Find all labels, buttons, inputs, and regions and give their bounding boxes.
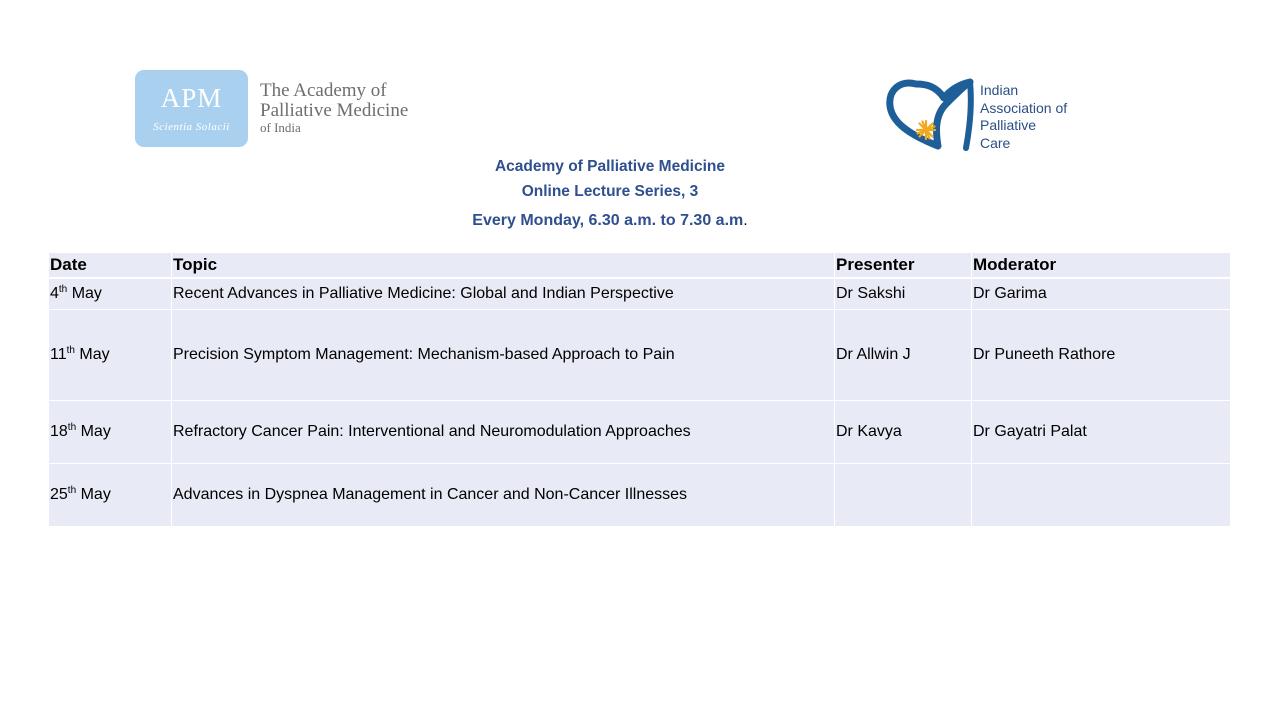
moderator-cell	[972, 464, 1230, 527]
presenter-cell: Dr Allwin J	[835, 310, 972, 401]
heart-with-flower-icon	[886, 76, 978, 154]
title-line2: Online Lecture Series, 3	[521, 183, 699, 200]
table-row	[49, 401, 1230, 464]
date-day: 11	[50, 346, 67, 363]
moderator-cell: Dr Puneeth Rathore	[972, 310, 1230, 401]
apm-abbreviation: APM	[160, 83, 223, 113]
lecture-schedule-table	[49, 253, 1230, 527]
presenter-cell: Dr Sakshi	[835, 279, 972, 310]
header-topic: Topic	[172, 253, 835, 279]
schedule-period: .	[743, 212, 748, 229]
topic-cell: Recent Advances in Palliative Medicine: Global and Indian Perspective	[172, 279, 835, 310]
date-cell	[49, 310, 172, 401]
iapc-name-line3: Palliative	[980, 117, 1037, 133]
apm-logo-badge	[135, 70, 248, 147]
apm-motto: Scientia Solacii	[153, 121, 230, 133]
date-suffix: th	[58, 284, 68, 295]
topic-cell: Precision Symptom Management: Mechanism-based Approach to Pain	[172, 310, 835, 401]
table-row	[49, 310, 1230, 401]
date-suffix: th	[66, 345, 75, 356]
apm-name-line2: Palliative Medicine	[260, 100, 409, 121]
moderator-cell: Dr Gayatri Palat	[972, 401, 1230, 464]
date-cell	[49, 401, 172, 464]
date-suffix: th	[67, 485, 77, 496]
topic-cell: Refractory Cancer Pain: Interventional and Neuromodulation Approaches	[172, 401, 835, 464]
header-moderator: Moderator	[972, 253, 1230, 279]
iapc-name-line4: Care	[980, 134, 1011, 151]
apm-name-line3: of India	[260, 120, 301, 135]
header-date: Date	[49, 253, 172, 279]
iapc-name	[980, 82, 1067, 152]
moderator-cell: Dr Garima	[972, 279, 1230, 310]
date-cell	[49, 464, 172, 527]
date-month: May	[79, 346, 110, 363]
date-cell	[49, 279, 172, 310]
apm-name-line1: The Academy of	[260, 80, 387, 101]
iapc-name-line1: Indian	[980, 82, 1019, 98]
date-month: May	[80, 423, 111, 440]
apm-name	[260, 81, 408, 135]
table-row	[49, 279, 1230, 310]
date-day: 18	[50, 423, 68, 440]
topic-cell: Advances in Dyspnea Management in Cancer and Non-Cancer Illnesses	[172, 464, 835, 527]
date-day: 4	[50, 285, 59, 302]
schedule-text: Every Monday, 6.30 a.m. to 7.30 a.m	[472, 212, 744, 229]
date-month: May	[71, 285, 102, 302]
title-line1: Academy of Palliative Medicine	[494, 158, 725, 175]
iapc-name-line2: Association of	[980, 99, 1068, 116]
table-header-row	[49, 253, 1230, 279]
header-presenter: Presenter	[835, 253, 972, 279]
schedule-line	[0, 212, 1220, 230]
presenter-cell	[835, 464, 972, 527]
presenter-cell: Dr Kavya	[835, 401, 972, 464]
date-month: May	[80, 486, 111, 503]
apm-logo	[135, 69, 408, 147]
iapc-logo	[886, 76, 1067, 154]
date-day: 25	[50, 486, 68, 503]
date-suffix: th	[67, 422, 77, 433]
table-row	[49, 464, 1230, 527]
